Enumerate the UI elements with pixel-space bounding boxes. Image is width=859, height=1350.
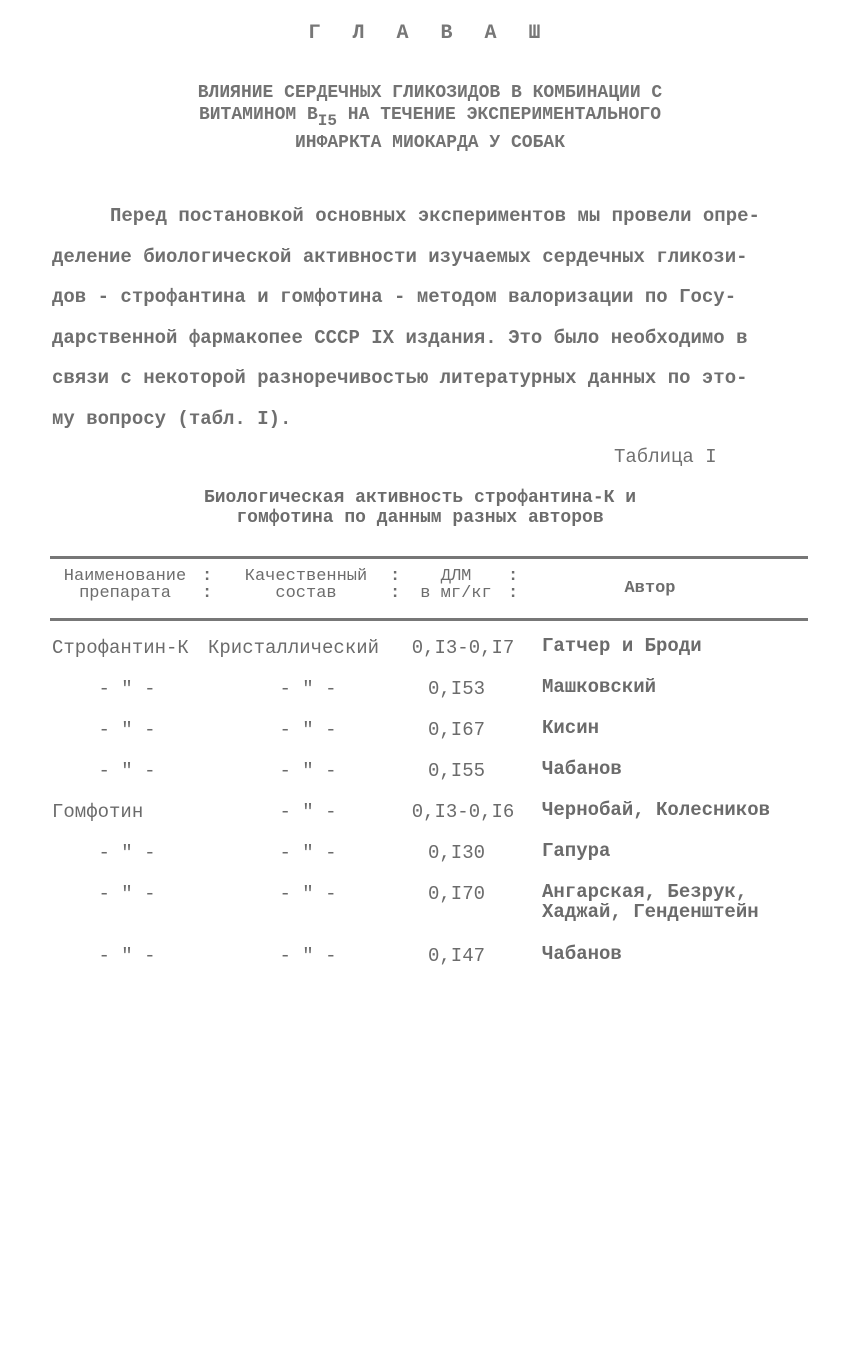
body-paragraph — [52, 196, 812, 439]
header-composition — [226, 568, 386, 602]
cell-drug: - " - — [98, 883, 156, 905]
cell-author: Чернобай, Колесников — [542, 799, 771, 821]
cell-author: Машковский — [542, 676, 657, 698]
cell-composition: - " - — [279, 801, 337, 823]
cell-author: Чабанов — [542, 758, 622, 780]
header-composition-line-1: Качественный — [244, 567, 368, 586]
header-author: Автор — [624, 579, 676, 598]
heading-line-2 — [60, 104, 800, 132]
table-row — [50, 796, 808, 837]
header-separator — [390, 568, 400, 602]
separator-mark: : — [202, 567, 213, 586]
header-drug — [50, 568, 200, 602]
separator-mark: : — [508, 567, 519, 586]
cell-dose: 0,I53 — [428, 678, 486, 700]
cell-drug: Строфантин-К — [52, 637, 189, 659]
table-row — [50, 878, 808, 940]
cell-author: Кисин — [542, 717, 600, 739]
cell-author: Гатчер и Броди — [542, 635, 702, 657]
header-drug-line-1: Наименование — [63, 567, 187, 586]
separator-mark: : — [202, 584, 213, 603]
table-title-line-2: гомфотина по данным разных авторов — [236, 508, 604, 528]
heading-line-2-subscript: I5 — [317, 112, 337, 130]
table-title-line-1: Биологическая активность строфантина-К и — [203, 488, 637, 508]
cell-drug: - " - — [98, 719, 156, 741]
cell-dose: 0,I47 — [428, 945, 486, 967]
cell-drug: Гомфотин — [52, 801, 144, 823]
table-title — [100, 488, 740, 528]
separator-mark: : — [390, 584, 401, 603]
table-top-rule — [50, 556, 808, 559]
paragraph-line: деление биологической активности изучаемых сердечных гликози- — [52, 245, 748, 268]
table-row — [50, 714, 808, 755]
heading-line-1: ВЛИЯНИЕ СЕРДЕЧНЫХ ГЛИКОЗИДОВ В КОМБИНАЦИИ С — [197, 83, 663, 103]
table-row — [50, 755, 808, 796]
cell-composition: - " - — [279, 678, 337, 700]
cell-dose: 0,I3-0,I7 — [411, 637, 515, 659]
cell-dose: 0,I70 — [428, 883, 486, 905]
heading-line-3: ИНФАРКТА МИОКАРДА У СОБАК — [294, 133, 566, 153]
table-label: Таблица I — [614, 446, 717, 468]
separator-mark: : — [508, 584, 519, 603]
header-dose-line-2: в мг/кг — [420, 584, 492, 603]
cell-dose: 0,I67 — [428, 719, 486, 741]
cell-composition: - " - — [279, 883, 337, 905]
paragraph-line: Перед постановкой основных экспериментов мы провели опре- — [110, 205, 760, 227]
table-header — [50, 568, 808, 614]
cell-author: Ангарская, Безрук, Хаджай, Генденштейн — [542, 881, 759, 923]
cell-dose: 0,I30 — [428, 842, 486, 864]
header-separator — [202, 568, 212, 602]
cell-composition: - " - — [279, 945, 337, 967]
cell-drug: - " - — [98, 678, 156, 700]
table-body — [50, 632, 808, 981]
paragraph-line: му вопросу (табл. I). — [52, 407, 292, 430]
separator-mark: : — [390, 567, 401, 586]
chapter-title: Г Л А В А Ш — [308, 22, 551, 45]
table-row — [50, 837, 808, 878]
cell-dose: 0,I55 — [428, 760, 486, 782]
paragraph-line: связи с некоторой разноречивостью литературных данных по это- — [52, 367, 748, 389]
header-dose — [406, 568, 506, 602]
cell-composition: - " - — [279, 760, 337, 782]
cell-drug: - " - — [98, 842, 156, 864]
cell-dose: 0,I3-0,I6 — [411, 801, 515, 823]
paragraph-line: дарственной фармакопее СССР IX издания. Это было необходимо в — [52, 326, 748, 349]
table-header-rule — [50, 618, 808, 621]
cell-composition: Кристаллический — [208, 637, 380, 659]
header-dose-line-1: ДЛМ — [440, 567, 472, 586]
header-separator — [508, 568, 518, 602]
cell-drug: - " - — [98, 945, 156, 967]
cell-composition: - " - — [279, 842, 337, 864]
header-composition-line-2: состав — [275, 584, 337, 603]
table-row — [50, 940, 808, 981]
cell-author: Гапура — [542, 840, 611, 862]
table-row — [50, 673, 808, 714]
cell-author: Чабанов — [542, 943, 622, 965]
cell-composition: - " - — [279, 719, 337, 741]
chapter-heading — [60, 82, 800, 154]
table-row — [50, 632, 808, 673]
heading-line-2-post: НА ТЕЧЕНИЕ ЭКСПЕРИМЕНТАЛЬНОГО — [336, 105, 662, 125]
header-drug-line-2: препарата — [79, 584, 171, 603]
heading-line-2-pre: ВИТАМИНОМ В — [198, 105, 318, 125]
cell-drug: - " - — [98, 760, 156, 782]
paragraph-line: дов - строфантина и гомфотина - методом валоризации по Госу- — [52, 286, 737, 308]
